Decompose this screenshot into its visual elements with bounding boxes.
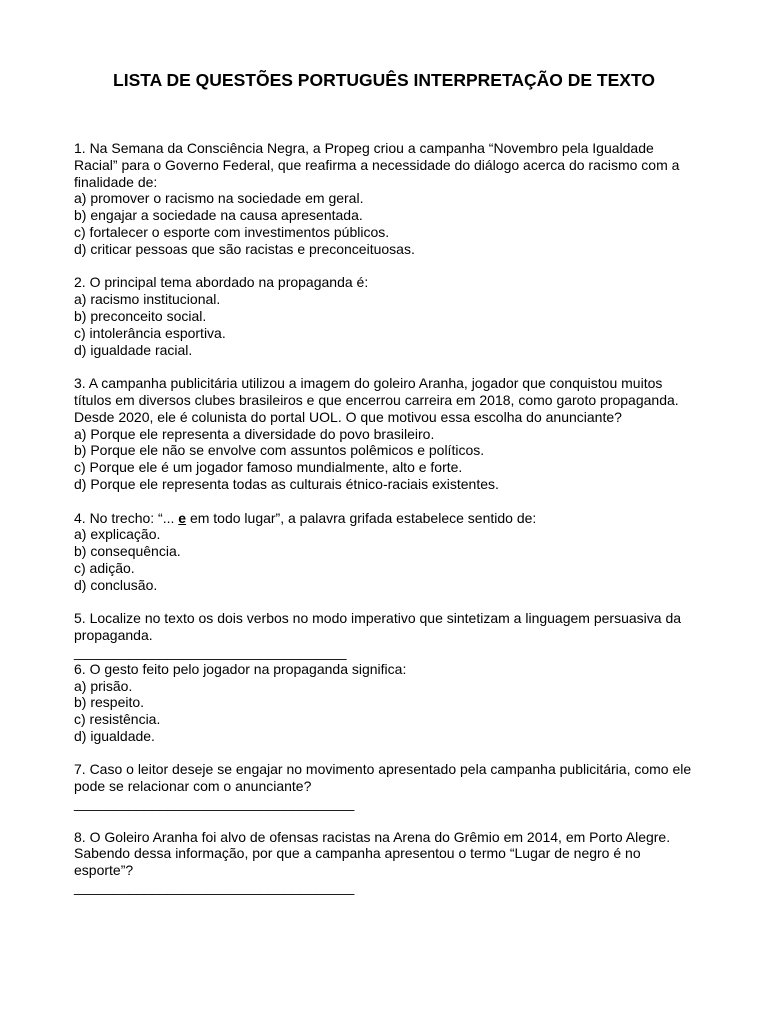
option-c: c) resistência.	[74, 711, 161, 728]
option-d: d) igualdade racial.	[74, 341, 193, 358]
option-a: a) Porque ele representa a diversidade do povo brasileiro.	[74, 425, 435, 442]
option-b: b) Porque ele não se envolve com assuntos polêmicos e políticos.	[74, 442, 485, 459]
question-text: 1. Na Semana da Consciência Negra, a Propeg criou a campanha “Novembro pela Igualdade Racial” para o Governo Federal, que reafirma a necessidade do diálogo acerca do racismo com a finalidade de:	[74, 140, 680, 190]
option-a: a) promover o racismo na sociedade em geral.	[74, 190, 364, 207]
option-b: b) respeito.	[74, 694, 145, 711]
option-c: c) adição.	[74, 559, 135, 576]
document-page	[74, 68, 694, 913]
option-b: b) engajar a sociedade na causa apresentada.	[74, 207, 363, 224]
question-text: 6. O gesto feito pelo jogador na propaganda significa:	[74, 660, 407, 677]
question-text: 3. A campanha publicitária utilizou a imagem do goleiro Aranha, jogador que conquistou muitos títulos em diversos clubes brasileiros e que encerrou carreira em 2018, como garoto propaganda. Desde 2020, ele é colunista do portal UOL. O que motivou essa escolha do anunciante?	[74, 375, 679, 425]
question-text: 7. Caso o leitor deseje se engajar no movimento apresentado pela campanha publicitária, como ele pode se relacionar com o anunciante?	[74, 761, 692, 795]
option-b: b) consequência.	[74, 543, 181, 560]
question-text-before: 4. No trecho: “...	[74, 509, 179, 526]
option-a: a) explicação.	[74, 526, 161, 543]
question-4	[74, 510, 694, 594]
answer-line: ____________________________________	[74, 879, 355, 896]
question-1	[74, 140, 694, 258]
answer-line: ____________________________________	[74, 795, 355, 812]
option-c: c) intolerância esportiva.	[74, 324, 226, 341]
option-b: b) preconceito social.	[74, 307, 207, 324]
option-c: c) fortalecer o esporte com investimentos públicos.	[74, 223, 390, 240]
question-text: 5. Localize no texto os dois verbos no modo imperativo que sintetizam a linguagem persuasiva da propaganda.	[74, 610, 682, 644]
question-text-after: em todo lugar”, a palavra grifada estabelece sentido de:	[186, 509, 537, 526]
option-c: c) Porque ele é um jogador famoso mundialmente, alto e forte.	[74, 459, 463, 476]
question-8	[74, 829, 694, 896]
option-d: d) igualdade.	[74, 727, 155, 744]
question-7	[74, 761, 694, 811]
question-6	[74, 661, 694, 745]
question-text: 2. O principal tema abordado na propaganda é:	[74, 274, 369, 291]
option-d: d) Porque ele representa todas as culturais étnico-raciais existentes.	[74, 475, 499, 492]
option-d: d) criticar pessoas que são racistas e preconceituosas.	[74, 240, 415, 257]
answer-line: ___________________________________	[74, 643, 347, 660]
question-text	[74, 510, 694, 527]
question-text: 8. O Goleiro Aranha foi alvo de ofensas racistas na Arena do Grêmio em 2014, em Porto Alegre. Sabendo dessa informação, por que a campanha apresentou o termo “Lugar de negro é no esporte”?	[74, 828, 671, 879]
highlighted-word: e	[178, 509, 187, 526]
question-3	[74, 375, 694, 493]
option-a: a) prisão.	[74, 677, 133, 694]
question-2	[74, 274, 694, 358]
option-d: d) conclusão.	[74, 576, 158, 593]
option-a: a) racismo institucional.	[74, 291, 221, 308]
question-5	[74, 610, 694, 660]
document-title: LISTA DE QUESTÕES PORTUGUÊS INTERPRETAÇÃO DE TEXTO	[113, 70, 655, 90]
